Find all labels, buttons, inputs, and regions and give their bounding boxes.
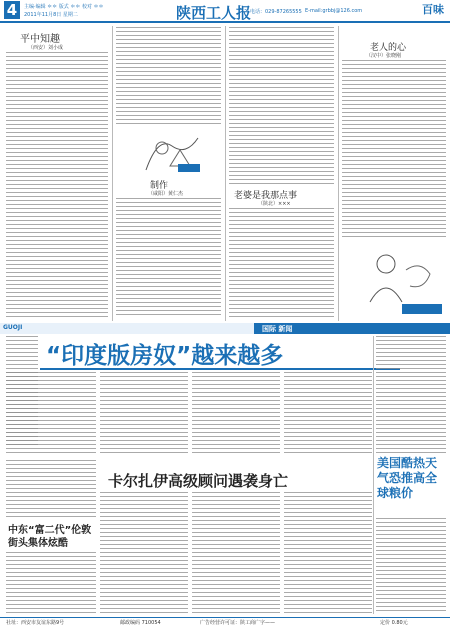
section-band-label: GUOJI [3, 324, 23, 331]
article-illustration [350, 240, 445, 318]
article-author: （咸阳）黄仁杰 [148, 191, 184, 197]
footer-postcode: 邮政编码 710054 [120, 620, 161, 626]
footer-address: 社址：西安市友谊东路9号 [6, 620, 65, 626]
section-name: 百味 [422, 3, 444, 16]
article-body [100, 492, 188, 614]
article-body [116, 198, 221, 318]
email-line: E-mail:grbbj@126.com [305, 8, 363, 14]
section-band-title: 国际 新闻 [262, 325, 293, 333]
article-author: （陕北）××× [258, 201, 291, 207]
article-author: （汉中）张晓刚 [366, 53, 402, 59]
footer-price: 定价 0.80元 [380, 620, 408, 626]
article-body [6, 460, 96, 520]
article-title: 平中知趣 [20, 34, 60, 45]
main-headline: “印度版房奴”越来越多 [46, 343, 284, 369]
article-body [229, 27, 334, 185]
page-number: 4 [4, 1, 20, 19]
article-title: 老人的心 [370, 43, 407, 53]
article-body [100, 372, 188, 456]
headline-rule [40, 368, 400, 370]
article-body [342, 60, 446, 238]
column-rule [373, 336, 374, 614]
page-header [0, 0, 450, 23]
article-body [284, 372, 372, 456]
article-title: 制作 [150, 181, 169, 191]
date-line: 2011年11月8日 星期二 [24, 12, 78, 18]
article-body [116, 27, 221, 125]
article-body [192, 492, 280, 614]
column-rule [112, 26, 113, 321]
article-body [192, 372, 280, 456]
article-body [376, 336, 446, 454]
right-headline: 美国酷热天气恐推高全球粮价 [377, 456, 438, 500]
article-body [284, 492, 372, 614]
article-author: （西安）刘小成 [28, 45, 64, 51]
column-rule [338, 26, 339, 321]
article-body [6, 552, 96, 614]
article-body [6, 372, 96, 456]
editor-line: 主编·编辑 ＊＊ 版式 ＊＊ 校对 ＊＊ [24, 4, 104, 10]
column-rule [225, 26, 226, 321]
sub-headline: 卡尔扎伊高级顾问遇袭身亡 [108, 472, 289, 490]
article-body [376, 518, 446, 614]
masthead: 陕西工人报 [176, 4, 252, 22]
article-body [6, 52, 108, 318]
sub-headline: 中东“富二代”伦敦街头集体炫酷 [8, 525, 92, 549]
phone-line: 电话：029-87265555 [250, 9, 302, 15]
article-body [229, 208, 334, 318]
footer-license: 广告经营许可证：陕工商广字—— [200, 620, 276, 626]
article-title: 老婆是我那点事 [234, 191, 298, 201]
article-illustration [140, 126, 202, 176]
